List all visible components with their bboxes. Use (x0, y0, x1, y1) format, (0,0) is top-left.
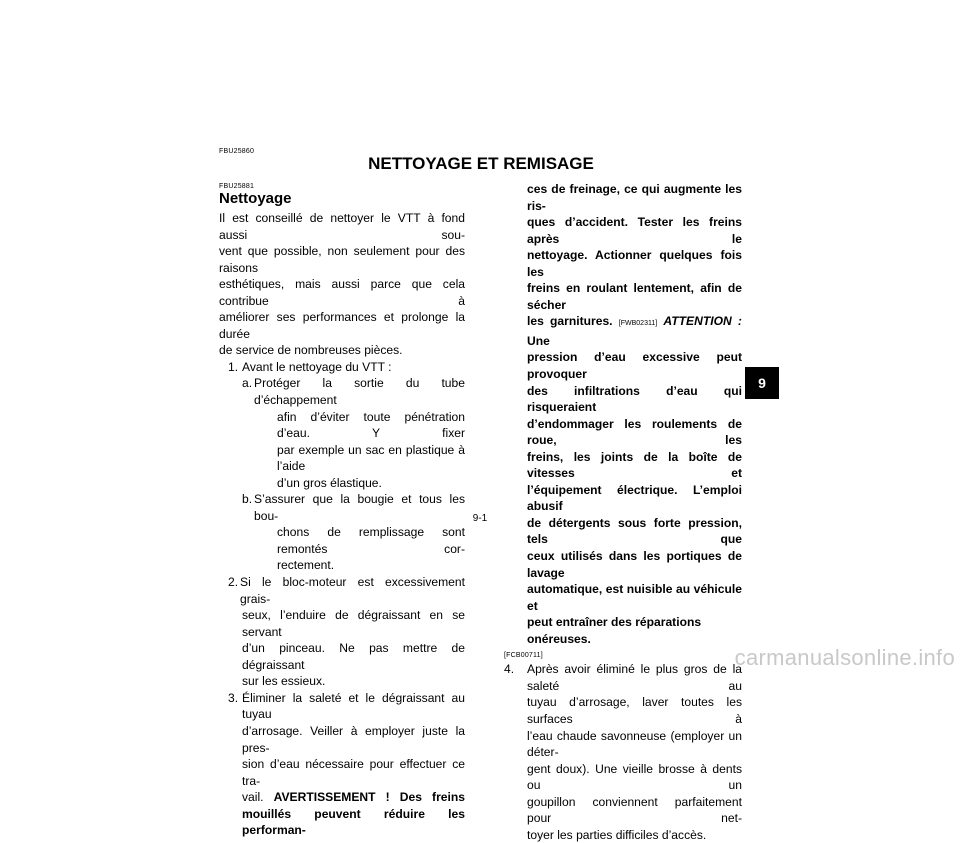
item-number: 2. (228, 575, 239, 590)
sub-item-line: rectement. (277, 558, 335, 573)
page-number: 9-1 (472, 513, 488, 524)
warning-text: AVERTISSEMENT ! Des freins (273, 790, 465, 805)
sub-item-line: d’un gros élastique. (277, 475, 382, 490)
item-text: vail. (242, 790, 264, 805)
warning-continuation (504, 181, 742, 647)
item-line: Après avoir éliminé le plus gros de la saleté au (527, 662, 742, 693)
item-line: toyer les parties difficiles d’accès. (527, 827, 707, 842)
warning-text: mouillés peuvent réduire les performan- (242, 806, 465, 838)
warning-line: ques d’accident. Tester les freins après le (527, 215, 742, 246)
item-line: sur les essieux. (242, 674, 326, 689)
sub-item-a (219, 375, 465, 491)
watermark: carmanualsonline.info (734, 645, 955, 670)
intro-line: de service de nombreuses pièces. (219, 343, 403, 358)
warning-line: nettoyage. Actionner quelques fois les (527, 248, 742, 279)
page-title: NETTOYAGE ET REMISAGE (368, 154, 594, 173)
warning-line: freins en roulant lentement, afin de sécher (527, 281, 742, 312)
warning-line: automatique, est nuisible au véhicule et (527, 582, 742, 613)
warning-line: ces de freinage, ce qui augmente les ris- (527, 182, 742, 213)
list-item-4 (504, 661, 742, 843)
item-line: Éliminer la saleté et le dégraissant au tuyau (242, 690, 465, 722)
warning-line: pression d’eau excessive peut provoquer (527, 350, 742, 382)
item-text: Avant le nettoyage du VTT : (242, 359, 392, 374)
item-line: tuyau d’arrosage, laver toutes les surfaces à (527, 695, 742, 726)
list-item-1 (219, 359, 465, 376)
sub-item-line: afin d’éviter toute pénétration d’eau. Y fixer (277, 409, 465, 441)
sub-item-line: Protéger la sortie du tube d’échappement (254, 376, 465, 408)
section-code: FBU25881 (219, 183, 255, 190)
warning-line: l’équipement électrique. L’emploi abusif (527, 482, 742, 514)
warning-text: les garnitures. (527, 314, 613, 329)
warning-line: ceux utilisés dans les portiques de lavage (527, 549, 742, 580)
sub-item-line: S’assurer que la bougie et tous les bou- (254, 492, 465, 523)
warning-line: des infiltrations d’eau qui risqueraient (527, 383, 742, 415)
sub-item-label: a. (242, 376, 253, 391)
item-number: 3. (228, 690, 239, 705)
document-code-top: FBU25860 (219, 148, 255, 155)
item-line: seux, l’enduire de dégraissant en se servant (242, 608, 465, 639)
warning-line (527, 313, 742, 349)
sub-item-b (219, 491, 465, 574)
item-line: d’un pinceau. Ne pas mettre de dégraissant (242, 641, 465, 672)
sub-item-label: b. (242, 492, 253, 507)
warning-code: [FWB02311] (618, 320, 658, 328)
attention-label: ATTENTION : (663, 314, 742, 329)
list-item-2 (219, 574, 465, 690)
item-line-warning (242, 789, 465, 806)
right-column (504, 181, 742, 843)
left-column (219, 210, 465, 839)
caution-code: [FCB00711] (504, 652, 543, 660)
item-line: gent doux). Une vieille brosse à dents ou un (527, 761, 742, 793)
intro-line: améliorer ses performances et prolonge la durée (219, 310, 465, 341)
intro-line: esthétiques, mais aussi parce que cela contribue à (219, 277, 465, 308)
list-item-3 (219, 690, 465, 839)
warning-line: d’endommager les roulements de roue, les (527, 416, 742, 448)
warning-line: de détergents sous forte pression, tels que (527, 515, 742, 547)
item-line: d’arrosage. Veiller à employer juste la pres- (242, 723, 465, 755)
chapter-tab: 9 (745, 367, 779, 399)
sub-item-line: par exemple un sac en plastique à l’aide (277, 442, 465, 474)
section-heading: Nettoyage (219, 190, 292, 207)
item-line: Si le bloc-moteur est excessivement grais- (240, 575, 465, 606)
warning-line: freins, les joints de la boîte de vitesses et (527, 449, 742, 481)
intro-line: vent que possible, non seulement pour des raisons (219, 244, 465, 275)
sub-item-line: chons de remplissage sont remontés cor- (277, 525, 465, 556)
item-line: sion d’eau nécessaire pour effectuer ce tra- (242, 757, 465, 788)
item-number: 1. (228, 359, 239, 374)
warning-text: Une (527, 333, 550, 348)
item-line: l’eau chaude savonneuse (employer un déter- (527, 728, 742, 760)
item-number: 4. (504, 662, 515, 677)
item-line: goupillon conviennent parfaitement pour net- (527, 794, 742, 826)
intro-line: Il est conseillé de nettoyer le VTT à fond aussi sou- (219, 211, 465, 242)
warning-line: peut entraîner des réparations onéreuses. (527, 615, 702, 646)
